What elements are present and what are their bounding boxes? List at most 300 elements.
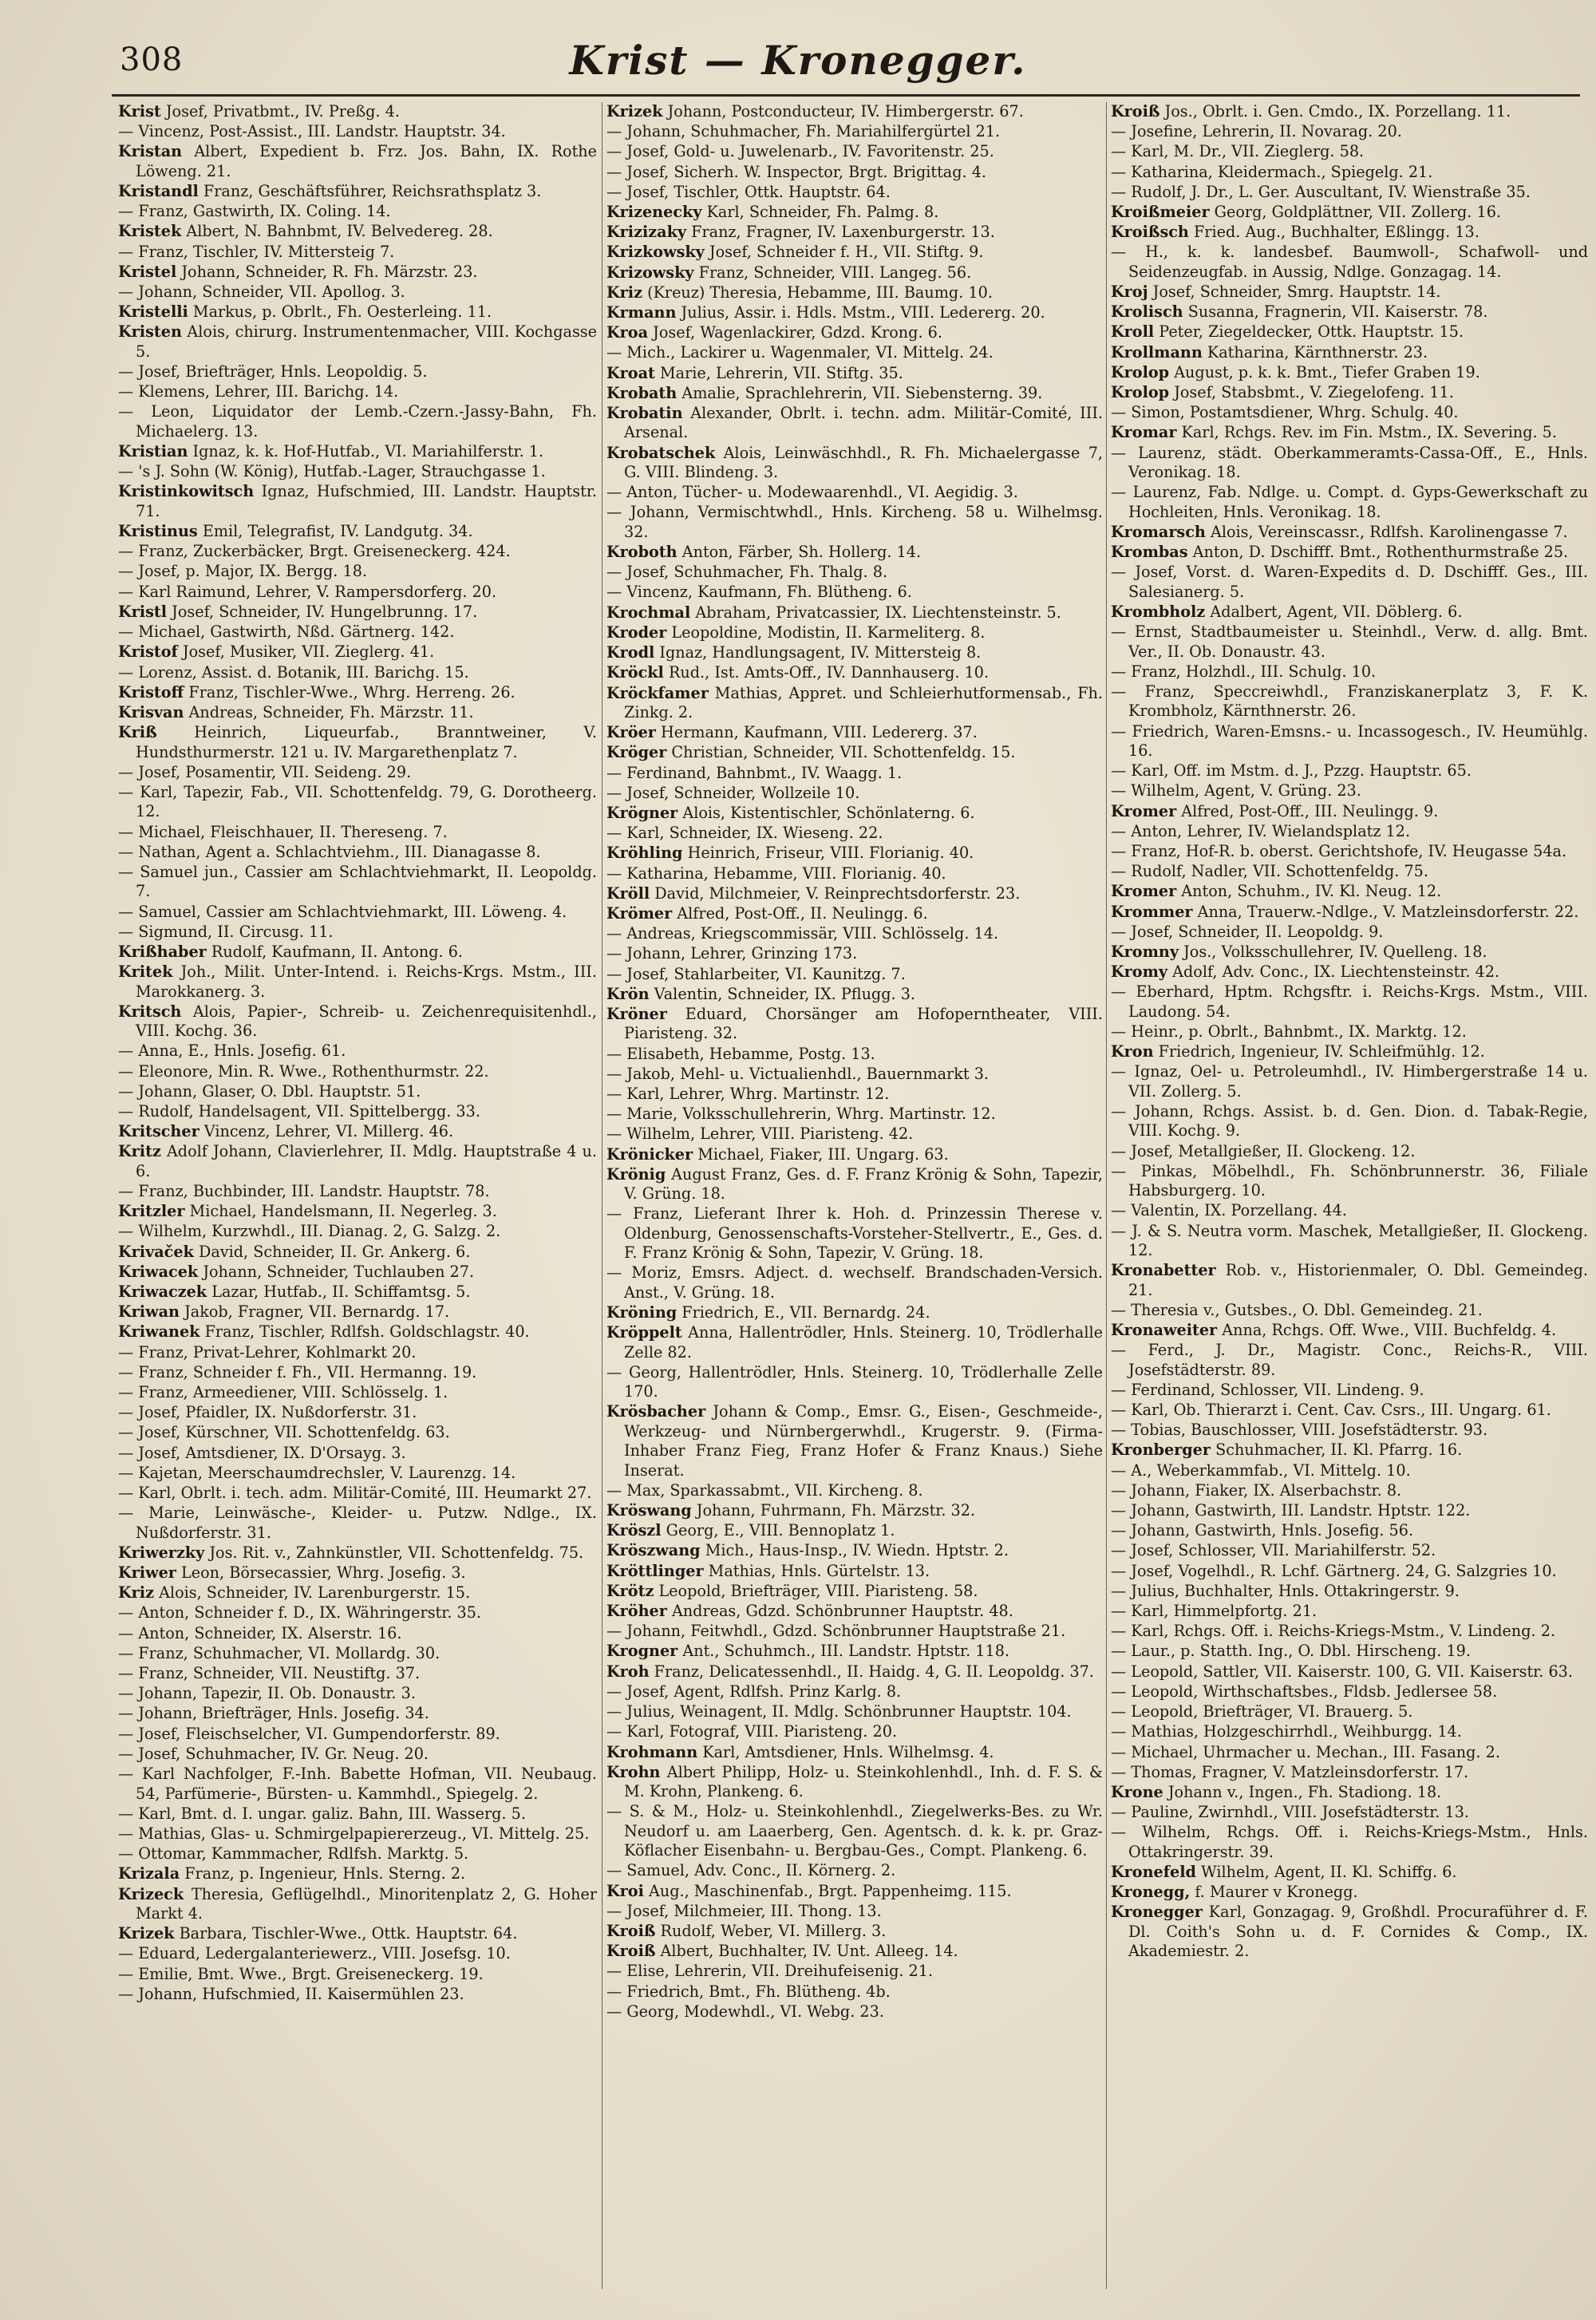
directory-entry: [118, 1844, 597, 1864]
directory-entry: [606, 743, 1103, 762]
directory-entry: [118, 1464, 597, 1483]
directory-entry: [606, 1521, 1103, 1540]
entry-details: — Josef, Vorst. d. Waren-Expedits d. D. Dschifff. Ges., III. Salesianerg. 5.: [1111, 563, 1588, 601]
entry-details: — Leon, Liquidator der Lemb.-Czern.-Jassy-Bahn, Fh. Michaelerg. 13.: [118, 402, 597, 441]
directory-entry: [1111, 403, 1588, 422]
directory-entry: [118, 1944, 597, 1963]
entry-details: Hermann, Kaufmann, VIII. Ledererg. 37.: [655, 723, 978, 742]
entry-details: Karl, Schneider, Fh. Palmg. 8.: [701, 203, 939, 222]
entry-details: — Karl, Obrlt. i. tech. adm. Militär-Comité, III. Heumarkt 27.: [118, 1484, 592, 1503]
directory-entry: [118, 1343, 597, 1362]
directory-entry: [118, 603, 597, 622]
directory-entry: [606, 1722, 1103, 1741]
entry-details: Alfred, Post-Off., III. Neulingg. 9.: [1176, 801, 1439, 820]
entry-surname: Krizizaky: [606, 223, 687, 242]
directory-entry: [606, 1682, 1103, 1701]
entry-surname: Kroißsch: [1111, 223, 1189, 242]
directory-entry: [118, 1684, 597, 1703]
entry-details: — Anton, Lehrer, IV. Wielandsplatz 12.: [1111, 821, 1411, 840]
entry-details: Johann, Fuhrmann, Fh. Märzstr. 32.: [691, 1501, 976, 1520]
entry-details: Franz, Tischler-Wwe., Whrg. Herreng. 26.: [184, 682, 516, 702]
entry-details: Michael, Handelsmann, II. Negerleg. 3.: [184, 1202, 497, 1221]
directory-entry: [606, 804, 1103, 823]
directory-entry: [1111, 1642, 1588, 1661]
entry-details: — Mathias, Glas- u. Schmirgelpapiererzeug., VI. Mittelg. 25.: [118, 1824, 590, 1843]
entry-details: — Karl, Schneider, IX. Wieseng. 22.: [606, 824, 883, 843]
directory-entry: [1111, 483, 1588, 522]
directory-entry: [118, 703, 597, 722]
directory-entry: [118, 1484, 597, 1503]
entry-details: — Josef, Vogelhdl., R. Lchf. Gärtnerg. 24, G. Salzgries 10.: [1111, 1561, 1557, 1580]
entry-surname: Kröppelt: [606, 1323, 682, 1342]
directory-entry: [1111, 1162, 1588, 1201]
directory-entry: [606, 1541, 1103, 1560]
entry-details: Josef, Stabsbmt., V. Ziegelofeng. 11.: [1169, 383, 1454, 402]
entry-details: Rud., Ist. Amts-Off., IV. Dannhauserg. 10.: [663, 663, 990, 682]
entry-details: Anton, Schuhm., IV. Kl. Neug. 12.: [1176, 882, 1442, 901]
directory-entry: [118, 1563, 597, 1583]
directory-entry: [606, 824, 1103, 843]
directory-entry: [118, 943, 597, 962]
entry-details: Emil, Telegrafist, IV. Landgutg. 34.: [197, 522, 473, 541]
directory-entry: [1111, 102, 1588, 121]
entry-details: Josef, Wagenlackirer, Gdzd. Krong. 6.: [648, 323, 942, 342]
directory-entry: [606, 1085, 1103, 1104]
entry-details: Alfred, Post-Off., II. Neulingg. 6.: [672, 903, 928, 923]
entry-details: — Leopold, Sattler, VII. Kaiserstr. 100, G. VII. Kaiserstr. 63.: [1111, 1662, 1573, 1681]
directory-entry: [118, 823, 597, 842]
directory-entry: [1111, 1743, 1588, 1762]
directory-entry: [1111, 923, 1588, 942]
directory-entry: [118, 1985, 597, 2004]
directory-entry: [118, 542, 597, 561]
directory-entry: [1111, 423, 1588, 442]
entry-details: — Karl, Off. im Mstm. d. J., Pzzg. Hauptstr. 65.: [1111, 761, 1472, 781]
entry-details: — Laurenz, städt. Oberkammeramts-Cassa-Off., E., Hnls. Veronikag. 18.: [1111, 443, 1588, 482]
entry-details: — Franz, Schuhmacher, VI. Mollardg. 30.: [118, 1643, 440, 1662]
directory-entry: [118, 1624, 597, 1643]
directory-entry: [118, 1222, 597, 1241]
entry-surname: Kroa: [606, 323, 649, 342]
entry-details: Andreas, Schneider, Fh. Märzstr. 11.: [184, 702, 474, 721]
directory-entry: [118, 1444, 597, 1463]
entry-details: Friedrich, Ingenieur, IV. Schleifmühlg. 12.: [1153, 1042, 1485, 1061]
entry-details: Alexander, Obrlt. i. techn. adm. Militär-Comité, III. Arsenal.: [624, 404, 1103, 442]
entry-details: Valentin, Schneider, IX. Pflugg. 3.: [649, 984, 916, 1003]
entry-details: Peter, Ziegeldecker, Ottk. Hauptstr. 15.: [1154, 322, 1464, 342]
directory-entry: [606, 985, 1103, 1004]
directory-entry: [1111, 1042, 1588, 1061]
directory-entry: [606, 1303, 1103, 1322]
entry-details: — Eleonore, Min. R. Wwe., Rothenthurmstr. 22.: [118, 1061, 489, 1081]
entry-details: Amalie, Sprachlehrerin, VII. Siebensterng. 39.: [677, 383, 1043, 402]
directory-entry: [118, 1243, 597, 1262]
directory-entry: [606, 1165, 1103, 1204]
directory-entry: [606, 603, 1103, 622]
entry-details: — Samuel jun., Cassier am Schlachtviehmarkt, II. Leopoldg. 7.: [118, 862, 597, 901]
directory-entry: [606, 1882, 1103, 1901]
directory-entry: [1111, 822, 1588, 841]
column-3: [1111, 102, 1588, 2313]
directory-entry: [118, 1504, 597, 1543]
directory-entry: [118, 1142, 597, 1181]
entry-surname: Kronabetter: [1111, 1261, 1216, 1280]
directory-entry: [118, 442, 597, 461]
directory-entry: [118, 562, 597, 581]
entry-details: — Ferdinand, Bahnbmt., IV. Waagg. 1.: [606, 763, 903, 782]
directory-entry: [1111, 1783, 1588, 1802]
entry-details: August Franz, Ges. d. F. Franz Krönig & Sohn, Tapezir, V. Grüng. 18.: [624, 1164, 1103, 1203]
entry-details: Alois, Vereinscassr., Rdlfsh. Karolinengasse 7.: [1205, 522, 1568, 541]
entry-details: — Ferdinand, Schlosser, VII. Lindeng. 9.: [1111, 1380, 1424, 1399]
entry-details: Josef, Musiker, VII. Zieglerg. 41.: [177, 642, 435, 662]
entry-details: Ignaz, Handlungsagent, IV. Mittersteig 8.: [654, 643, 982, 662]
entry-details: — 's J. Sohn (W. König), Hutfab.-Lager, Strauchgasse 1.: [118, 462, 546, 481]
entry-details: — Katharina, Hebamme, VIII. Florianig. 40.: [606, 864, 946, 883]
entry-surname: Kriwan: [118, 1302, 180, 1322]
directory-entry: [606, 503, 1103, 542]
entry-details: — Andreas, Kriegscommissär, VIII. Schlösselg. 14.: [606, 924, 999, 943]
entry-surname: Krönicker: [606, 1144, 693, 1164]
directory-entry: [606, 1045, 1103, 1064]
entry-details: Schuhmacher, II. Kl. Pfarrg. 16.: [1211, 1441, 1463, 1460]
directory-entry: [606, 1922, 1103, 1941]
directory-entry: [1111, 962, 1588, 982]
directory-entry: [1111, 302, 1588, 322]
directory-entry: [118, 1363, 597, 1382]
entry-details: Adolf, Adv. Conc., IX. Liechtensteinstr. 42.: [1167, 962, 1500, 982]
directory-entry: [1111, 1201, 1588, 1220]
directory-entry: [1111, 1823, 1588, 1862]
entry-details: Susanna, Fragnerin, VII. Kaiserstr. 78.: [1183, 302, 1488, 322]
entry-details: Josef, Schneider, IV. Hungelbrunng. 17.: [167, 602, 478, 621]
entry-details: — Johann, Rchgs. Assist. b. d. Gen. Dion. d. Tabak-Regie, VIII. Kochg. 9.: [1111, 1101, 1588, 1140]
directory-entry: [118, 763, 597, 782]
directory-entry: [606, 643, 1103, 662]
entry-details: — Katharina, Kleidermach., Spiegelg. 21.: [1111, 162, 1433, 181]
entry-surname: Kröner: [606, 1004, 667, 1023]
entry-details: — Georg, Modewhdl., VI. Webg. 23.: [606, 2002, 884, 2021]
directory-entry: [118, 1804, 597, 1824]
entry-details: — Karl, Himmelpfortg. 21.: [1111, 1602, 1317, 1621]
directory-entry: [1111, 383, 1588, 402]
directory-entry: [118, 923, 597, 942]
entry-surname: Kristoff: [118, 682, 184, 702]
directory-entry: [118, 1583, 597, 1603]
entry-details: — Michael, Fleischhauer, II. Thereseng. 7.: [118, 822, 448, 841]
directory-entry: [606, 924, 1103, 943]
entry-details: Franz, Delicatessenhdl., II. Haidg. 4, G. II. Leopoldg. 37.: [649, 1662, 1094, 1681]
entry-details: Heinrich, Friseur, VIII. Florianig. 40.: [682, 844, 974, 863]
directory-entry: [606, 904, 1103, 923]
entry-surname: Kriwanek: [118, 1322, 200, 1342]
entry-details: Mich., Haus-Insp., IV. Wiedn. Hptstr. 2.: [700, 1541, 1009, 1560]
entry-details: Franz, Schneider, VIII. Langeg. 56.: [693, 263, 972, 282]
entry-details: — Josefine, Lehrerin, II. Novarag. 20.: [1111, 122, 1402, 141]
directory-entry: [1111, 543, 1588, 562]
entry-surname: Kristel: [118, 262, 177, 281]
entry-details: Georg, E., VIII. Bennoplatz 1.: [661, 1521, 895, 1540]
directory-entry: [118, 1122, 597, 1141]
entry-details: — Karl, Rchgs. Off. i. Reichs-Kriegs-Mstm., V. Lindeng. 2.: [1111, 1622, 1556, 1641]
entry-surname: Kronaweiter: [1111, 1321, 1218, 1340]
entry-surname: Krogner: [606, 1642, 678, 1661]
entry-details: David, Milchmeier, V. Reinprechtsdorferstr. 23.: [650, 883, 1021, 903]
entry-details: — Franz, Lieferant Ihrer k. Hoh. d. Prinzessin Therese v. Oldenburg, Genossenschafts-Vorsteher-Stellvertr., E., Ges. d. F. Franz Krönig & Sohn, Tapezir, V. Grüng. 18.: [606, 1204, 1103, 1263]
entry-surname: Kronefeld: [1111, 1862, 1196, 1881]
directory-entry: [1111, 1903, 1588, 1961]
directory-entry: [1111, 1702, 1588, 1721]
entry-details: — Franz, Schneider, VII. Neustiftg. 37.: [118, 1664, 421, 1683]
directory-entry: [118, 783, 597, 822]
entry-details: — Josef, Schlosser, VII. Mariahilferstr. 52.: [1111, 1541, 1436, 1560]
entry-details: — Josef, Posamentir, VII. Seideng. 29.: [118, 762, 412, 781]
directory-entry: [606, 1481, 1103, 1500]
directory-entry: [606, 263, 1103, 283]
directory-entry: [606, 183, 1103, 202]
entry-surname: Kritsch: [118, 1002, 182, 1021]
entry-surname: Krmann: [606, 303, 677, 322]
entry-details: Eduard, Chorsänger am Hofoperntheater, VIII. Piaristeng. 32.: [624, 1004, 1103, 1043]
directory-entry: [118, 843, 597, 862]
entry-details: Adolf Johann, Clavierlehrer, II. Mdlg. Hauptstraße 4 u. 6.: [136, 1142, 597, 1180]
directory-entry: [606, 122, 1103, 141]
entry-details: — Marie, Leinwäsche-, Kleider- u. Putzw. Ndlge., IX. Nußdorferstr. 31.: [118, 1504, 597, 1542]
entry-details: — Franz, Gastwirth, IX. Coling. 14.: [118, 202, 391, 221]
entry-details: — Georg, Hallentrödler, Hnls. Steinerg. 10, Trödlerhalle Zelle 170.: [606, 1362, 1103, 1401]
entry-details: Friedrich, E., VII. Bernardg. 24.: [677, 1303, 930, 1322]
entry-details: — H., k. k. landesbef. Baumwoll-, Schafwoll- und Seidenzeugfab. in Aussig, Ndlge. Gonzagag. 14.: [1111, 243, 1588, 281]
directory-entry: [1111, 1102, 1588, 1141]
entry-details: Johann, Schneider, R. Fh. Märzstr. 23.: [176, 262, 478, 281]
entry-details: — Josef, Schneider, II. Leopoldg. 9.: [1111, 922, 1384, 941]
entry-details: — Josef, Schneider, Wollzeile 10.: [606, 783, 860, 802]
directory-entry: [606, 1065, 1103, 1084]
directory-entry: [1111, 1261, 1588, 1300]
directory-entry: [606, 1802, 1103, 1860]
directory-entry: [118, 322, 597, 362]
entry-details: Johann, Postconducteur, IV. Himbergerstr. 67.: [662, 102, 1024, 121]
entry-surname: Kröttlinger: [606, 1561, 704, 1580]
directory-entry: [118, 362, 597, 381]
entry-details: Rudolf, Weber, VI. Millerg. 3.: [655, 1921, 887, 1940]
directory-entry: [1111, 1863, 1588, 1882]
directory-entry: [606, 283, 1103, 302]
entry-details: Christian, Schneider, VII. Schottenfeldg. 15.: [666, 743, 1016, 762]
entry-details: Anton, Färber, Sh. Hollerg. 14.: [677, 543, 922, 562]
directory-entry: [606, 203, 1103, 222]
entry-details: Johann v., Ingen., Fh. Stadiong. 18.: [1163, 1782, 1442, 1801]
entry-details: — Franz, Holzhdl., III. Schulg. 10.: [1111, 662, 1377, 681]
entry-surname: Kristian: [118, 442, 188, 461]
entry-details: — Josef, Fleischselcher, VI. Gumpendorferstr. 89.: [118, 1724, 500, 1743]
directory-entry: [1111, 1481, 1588, 1500]
directory-entry: [118, 622, 597, 642]
directory-entry: [1111, 943, 1588, 962]
entry-details: Vincenz, Lehrer, VI. Millerg. 46.: [199, 1122, 454, 1141]
entry-details: — Max, Sparkassabmt., VII. Kircheng. 8.: [606, 1480, 923, 1500]
directory-entry: [606, 1902, 1103, 1921]
directory-entry: [606, 1861, 1103, 1880]
directory-entry: [606, 1263, 1103, 1302]
directory-entry: [118, 1644, 597, 1663]
entry-surname: Kristan: [118, 142, 183, 161]
entry-details: — Franz, Tischler, IV. Mittersteig 7.: [118, 242, 395, 261]
entry-surname: Kristandl: [118, 182, 199, 201]
entry-surname: Kromer: [1111, 801, 1177, 820]
entry-details: Anna, Rchgs. Off. Wwe., VIII. Buchfeldg. 4.: [1217, 1321, 1557, 1340]
directory-entry: [1111, 882, 1588, 901]
directory-entry: [606, 343, 1103, 362]
entry-surname: Kromer: [1111, 882, 1177, 901]
directory-entry: [1111, 1421, 1588, 1440]
entry-surname: Krommer: [1111, 902, 1193, 921]
directory-entry: [1111, 203, 1588, 222]
entry-details: Barbara, Tischler-Wwe., Ottk. Hauptstr. 64.: [174, 1924, 518, 1943]
entry-details: Karl, Gonzagag. 9, Großhdl. Procuraführer d. F. Dl. Coith's Sohn u. d. F. Cornides & Comp., IX. Akademiestr. 2.: [1128, 1903, 1588, 1961]
directory-entry: [1111, 163, 1588, 182]
directory-entry: [606, 583, 1103, 602]
entry-surname: Kröszl: [606, 1521, 662, 1540]
directory-entry: [118, 863, 597, 902]
directory-entry: [118, 683, 597, 702]
directory-entry: [606, 1501, 1103, 1520]
entry-surname: Kroat: [606, 363, 655, 382]
entry-details: — Ferd., J. Dr., Magistr. Conc., Reichs-R., VIII. Josefstädterstr. 89.: [1111, 1341, 1588, 1379]
entry-details: — Eduard, Ledergalanteriewerz., VIII. Josefsg. 10.: [118, 1944, 511, 1963]
directory-entry: [1111, 982, 1588, 1022]
entry-details: — Ernst, Stadtbaumeister u. Steinhdl., Verw. d. allg. Bmt. Ver., II. Ob. Donaustr. 43.: [1111, 622, 1588, 661]
entry-surname: Kröszwang: [606, 1541, 701, 1560]
entry-details: Abraham, Privatcassier, IX. Liechtensteinstr. 5.: [690, 603, 1061, 622]
entry-details: Franz, Tischler, Rdlfsh. Goldschlagstr. 40.: [200, 1322, 530, 1342]
entry-surname: Krizek: [606, 102, 663, 121]
entry-details: Mathias, Appret. und Schleierhutformensab., Fh. Zinkg. 2.: [624, 683, 1103, 721]
entry-surname: Kromar: [1111, 423, 1177, 442]
directory-entry: [606, 944, 1103, 963]
entry-details: — Josef, Stahlarbeiter, VI. Kaunitzg. 7.: [606, 964, 906, 983]
entry-surname: Kriz: [606, 283, 642, 302]
entry-details: Franz, Geschäftsführer, Reichsrathsplatz 3.: [198, 182, 542, 201]
entry-surname: Krochmal: [606, 603, 691, 622]
entry-details: — Pinkas, Möbelhdl., Fh. Schönbrunnerstr. 36, Filiale Habsburgerg. 10.: [1111, 1161, 1588, 1200]
header-rule: [112, 94, 1580, 97]
entry-details: Leopold, Briefträger, VIII. Piaristeng. 58.: [654, 1581, 978, 1600]
entry-details: Johann & Comp., Emsr. G., Eisen-, Geschmeide-, Werkzeug- und Nürnbergerwhdl., Krugerstr. 9. (Firma-Inhaber Franz Fieg, Franz Hofer & Franz Knaus.) Siehe Inserat.: [624, 1402, 1103, 1480]
entry-details: Rob. v., Historienmaler, O. Dbl. Gemeindeg. 21.: [1128, 1261, 1588, 1299]
directory-entry: [606, 663, 1103, 682]
directory-entry: [118, 283, 597, 302]
entry-details: — Josef, Tischler, Ottk. Hauptstr. 64.: [606, 182, 891, 201]
entry-surname: Kriz: [118, 1583, 154, 1603]
directory-entry: [118, 723, 597, 762]
entry-details: — Wilhelm, Rchgs. Off. i. Reichs-Kriegs-Mstm., Hnls. Ottakringerstr. 39.: [1111, 1823, 1588, 1861]
entry-surname: Kriwacek: [118, 1262, 199, 1281]
entry-details: — Karl, Tapezir, Fab., VII. Schottenfeldg. 79, G. Dorotheerg. 12.: [118, 782, 597, 821]
entry-details: Alois, Kistentischler, Schönlaterng. 6.: [678, 803, 975, 822]
directory-entry: [118, 1885, 597, 1924]
directory-entry: [606, 303, 1103, 322]
entry-details: — Michael, Gastwirth, Nßd. Gärtnerg. 142.: [118, 622, 455, 642]
entry-details: — Sigmund, II. Circusg. 11.: [118, 922, 334, 941]
directory-entry: [606, 483, 1103, 502]
entry-details: Leopoldine, Modistin, II. Karmeliterg. 8.: [666, 622, 986, 642]
directory-entry: [118, 142, 597, 181]
entry-details: — Johann, Fiaker, IX. Alserbachstr. 8.: [1111, 1480, 1402, 1500]
entry-details: — Elisabeth, Hebamme, Postg. 13.: [606, 1044, 875, 1063]
directory-entry: [1111, 622, 1588, 662]
directory-entry: [1111, 1763, 1588, 1782]
entry-surname: Kröll: [606, 883, 650, 903]
directory-entry: [606, 1743, 1103, 1762]
entry-surname: Krolop: [1111, 362, 1170, 381]
entry-surname: Krist: [118, 102, 161, 121]
directory-entry: [1111, 862, 1588, 881]
directory-entry: [1111, 223, 1588, 242]
directory-entry: [606, 223, 1103, 242]
entry-details: — Karl Nachfolger, F.-Inh. Babette Hofman, VII. Neubaug. 54, Parfümerie-, Bürsten- u. Kammhdl., Spiegelg. 2.: [118, 1765, 597, 1803]
entry-details: Joh., Milit. Unter-Intend. i. Reichs-Krgs. Mstm., III. Marokkanerg. 3.: [136, 962, 597, 1001]
entry-details: — Johann, Hufschmied, II. Kaisermühlen 23.: [118, 1984, 464, 2003]
entry-surname: Krombas: [1111, 543, 1188, 562]
directory-entry: [606, 1602, 1103, 1621]
entry-details: Jos., Volksschullehrer, IV. Quelleng. 18.: [1179, 942, 1487, 961]
entry-surname: Kristof: [118, 642, 178, 662]
directory-entry: [606, 623, 1103, 642]
directory-entry: [118, 1002, 597, 1041]
entry-details: Lazar, Hutfab., II. Schiffamtsg. 5.: [207, 1283, 471, 1302]
directory-entry: [606, 1942, 1103, 1961]
directory-entry: [118, 962, 597, 1002]
entry-surname: Kritek: [118, 962, 173, 982]
entry-details: Ignaz, Hufschmied, III. Landstr. Hauptstr. 71.: [136, 482, 597, 520]
entry-details: — Franz, Armeediener, VIII. Schlösselg. 1.: [118, 1383, 448, 1402]
directory-entry: [1111, 1622, 1588, 1641]
entry-details: — Kajetan, Meerschaumdrechsler, V. Laurenzg. 14.: [118, 1463, 516, 1482]
entry-surname: Krißhaber: [118, 942, 207, 961]
directory-entry: [118, 1864, 597, 1883]
column-1: [118, 102, 597, 2313]
entry-details: — Ottomar, Kammmacher, Rdlfsh. Marktg. 5.: [118, 1844, 469, 1864]
directory-entry: [606, 1323, 1103, 1362]
directory-entry: [606, 864, 1103, 883]
entry-details: — Johann, Gastwirth, Hnls. Josefig. 56.: [1111, 1521, 1414, 1540]
entry-surname: Kröher: [606, 1602, 667, 1621]
directory-entry: [606, 784, 1103, 803]
entry-details: Alois, chirurg. Instrumentenmacher, VIII. Kochgasse 5.: [136, 322, 597, 361]
entry-details: — Eberhard, Hptm. Rchgsftr. i. Reichs-Krgs. Mstm., VIII. Laudong. 54.: [1111, 982, 1588, 1021]
entry-surname: Krobath: [606, 383, 678, 402]
directory-entry: [606, 684, 1103, 723]
directory-entry: [606, 1204, 1103, 1263]
entry-details: — Michael, Uhrmacher u. Mechan., III. Fasang. 2.: [1111, 1742, 1500, 1761]
directory-entry: [118, 1745, 597, 1764]
entry-details: — Johann, Vermischtwhdl., Hnls. Kircheng. 58 u. Wilhelmsg. 32.: [606, 503, 1103, 541]
directory-entry: [1111, 1722, 1588, 1741]
directory-entry: [118, 1664, 597, 1683]
entry-details: — Johann, Briefträger, Hnls. Josefig. 34.: [118, 1704, 429, 1723]
entry-surname: Kromarsch: [1111, 522, 1206, 541]
entry-details: — J. & S. Neutra vorm. Maschek, Metallgießer, II. Glockeng. 12.: [1111, 1221, 1588, 1260]
directory-entry: [606, 1005, 1103, 1044]
directory-entry: [1111, 1321, 1588, 1340]
entry-surname: Krone: [1111, 1782, 1163, 1801]
directory-entry: [118, 1322, 597, 1342]
entry-details: Aug., Maschinenfab., Brgt. Pappenheimg. 115.: [643, 1881, 1012, 1900]
directory-entry: [606, 563, 1103, 582]
entry-surname: Krögner: [606, 803, 678, 822]
entry-surname: Krohmann: [606, 1742, 698, 1761]
